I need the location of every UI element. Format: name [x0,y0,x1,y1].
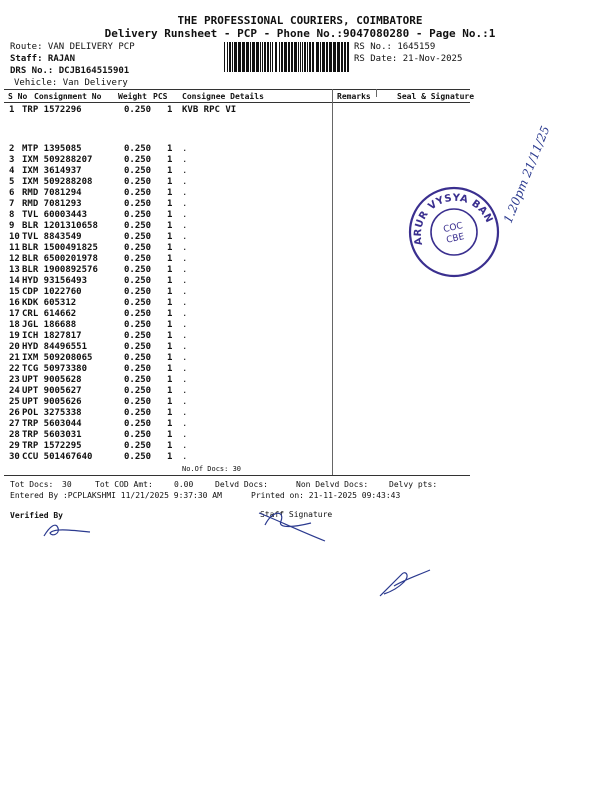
cell-sno: 3 [9,155,15,165]
cell-consignment: TCG 50973380 [22,364,88,374]
cell-pcs: 1 [167,408,173,418]
cell-weight: 0.250 [124,155,152,165]
no-of-docs: No.Of Docs: 30 [182,465,242,473]
cell-sno: 5 [9,177,15,187]
barcode-bar [267,42,269,72]
cell-consignee: KVB RPC VI [182,105,237,115]
cell-sno: 24 [9,386,20,396]
table-row [0,353,600,364]
cell-sno: 16 [9,298,20,308]
cell-pcs: 1 [167,166,173,176]
table-row [0,419,600,430]
cell-pcs: 1 [167,331,173,341]
barcode-bar [320,42,321,72]
cell-sno: 30 [9,452,20,462]
cell-consignment: HYD 84496551 [22,342,88,352]
cell-consignee: . [182,386,188,396]
cell-pcs: 1 [167,298,173,308]
cell-consignment: TRP 1572295 [22,441,82,451]
cell-pcs: 1 [167,188,173,198]
cell-consignee: . [182,452,188,462]
cell-weight: 0.250 [124,177,152,187]
cell-pcs: 1 [167,243,173,253]
cell-sno: 17 [9,309,20,319]
cell-weight: 0.250 [124,386,152,396]
cell-consignee: . [182,221,188,231]
cell-consignee: . [182,166,188,176]
cell-pcs: 1 [167,221,173,231]
cell-pcs: 1 [167,320,173,330]
cell-consignment: BLR 1900892576 [22,265,98,275]
barcode-bar [298,42,299,72]
cell-consignment: CCU 501467640 [22,452,93,462]
barcode-bar [227,42,228,72]
drs-number: DRS No.: DCJB164515901 [10,66,130,76]
cell-sno: 27 [9,419,20,429]
col-remarks: Remarks [337,92,371,101]
cell-sno: 11 [9,243,20,253]
cell-sno: 18 [9,320,20,330]
table-row [0,144,600,155]
cell-consignee: . [182,276,188,286]
stamp-coc: COC [442,221,464,236]
cell-consignee: . [182,375,188,385]
cell-sno: 29 [9,441,20,451]
table-row [0,386,600,397]
cell-pcs: 1 [167,199,173,209]
cell-weight: 0.250 [124,254,152,264]
barcode-bar [232,42,233,72]
barcode-bar [322,42,325,72]
barcode-bar [242,42,245,72]
staff-signature-label: Staff Signature [260,510,333,519]
col-pcs: PCS [153,92,168,101]
cell-pcs: 1 [167,441,173,451]
barcode-bar [246,42,249,72]
table-row [0,320,600,331]
cell-consignment: TVL 60003443 [22,210,88,220]
cell-consignee: . [182,177,188,187]
cell-consignee: . [182,419,188,429]
cell-consignment: POL 3275338 [22,408,82,418]
bottom-signature [374,566,434,602]
cell-consignment: HYD 93156493 [22,276,88,286]
barcode-bar [344,42,346,72]
verifier-signature [42,518,97,540]
cell-consignment: BLR 1201310658 [22,221,98,231]
table-top-rule [4,89,470,90]
barcode-bar [264,42,266,72]
stamp-cbe: CBE [445,232,466,246]
cell-consignee: . [182,320,188,330]
cell-sno: 4 [9,166,15,176]
cell-pcs: 1 [167,144,173,154]
cell-consignee: . [182,188,188,198]
barcode-bar [272,42,273,72]
col-weight: Weight [118,92,147,101]
cell-consignee: . [182,265,188,275]
cell-pcs: 1 [167,210,173,220]
cell-sno: 10 [9,232,20,242]
staff-signature [255,505,335,545]
company-title: THE PROFESSIONAL COURIERS, COIMBATORE [177,14,423,27]
cell-sno: 21 [9,353,20,363]
table-row [0,331,600,342]
cell-consignment: TVL 8843549 [22,232,82,242]
cell-consignment: IXM 3614937 [22,166,82,176]
cell-weight: 0.250 [124,144,152,154]
table-row [0,375,600,386]
staff-label: Staff: RAJAN [10,54,76,64]
table-row [0,155,600,166]
cell-pcs: 1 [167,287,173,297]
cell-pcs: 1 [167,105,173,115]
cell-pcs: 1 [167,430,173,440]
cell-pcs: 1 [167,265,173,275]
col-seal-signature: Seal & Signature [397,92,475,101]
cell-sno: 8 [9,210,15,220]
cell-sno: 13 [9,265,20,275]
cell-weight: 0.250 [124,397,152,407]
barcode-bar [329,42,332,72]
cell-weight: 0.250 [124,265,152,275]
barcode-bar [252,42,255,72]
cell-weight: 0.250 [124,166,152,176]
delvd-docs: Delvd Docs: [215,480,268,489]
cell-weight: 0.250 [124,309,152,319]
cell-pcs: 1 [167,375,173,385]
table-row [0,287,600,298]
table-row [0,397,600,408]
cell-sno: 15 [9,287,20,297]
barcode-bar [307,42,308,72]
cell-pcs: 1 [167,309,173,319]
cell-sno: 19 [9,331,20,341]
verified-by-label: Verified By [10,511,63,520]
cell-pcs: 1 [167,452,173,462]
barcode-bar [347,42,349,72]
stamp-bank-name: KARUR VYSYA BANK [412,192,495,247]
barcode-bar [270,42,271,72]
cell-sno: 12 [9,254,20,264]
cell-sno: 22 [9,364,20,374]
barcode-bar [294,42,297,72]
cell-consignment: UPT 9005627 [22,386,82,396]
cell-weight: 0.250 [124,353,152,363]
cell-consignment: CRL 614662 [22,309,77,319]
barcode-bar [337,42,340,72]
cell-sno: 7 [9,199,15,209]
table-row [0,309,600,320]
cell-consignee: . [182,353,188,363]
cell-consignment: TRP 5603031 [22,430,82,440]
barcode-bar [304,42,306,72]
table-row [0,452,600,463]
route-label: Route: VAN DELIVERY PCP [10,42,135,52]
cell-pcs: 1 [167,364,173,374]
barcode-bar [341,42,343,72]
cell-consignee: . [182,287,188,297]
handwritten-time-date: 1.20pm 21/11/25 [500,123,553,226]
col-consignee: Consignee Details [182,92,264,101]
barcode-bar [260,42,261,72]
cell-consignee: . [182,309,188,319]
cell-consignment: TRP 5603044 [22,419,82,429]
cod-value: 0.00 [174,480,194,489]
cell-consignment: CDP 1022760 [22,287,82,297]
handwritten-note [497,123,567,280]
cell-consignment: BLR 1500491825 [22,243,98,253]
rs-date: RS Date: 21-Nov-2025 [354,54,463,64]
cell-consignment: RMD 7081294 [22,188,82,198]
cell-sno: 23 [9,375,20,385]
cell-weight: 0.250 [124,364,152,374]
cell-weight: 0.250 [124,287,152,297]
cell-consignee: . [182,232,188,242]
barcode-bar [250,42,251,72]
col-consignment: Consignment No [34,92,102,101]
cell-consignee: . [182,331,188,341]
barcode-bar [300,42,301,72]
tot-docs-label: Tot Docs: [10,480,54,489]
cell-consignment: JGL 186688 [22,320,77,330]
cell-consignee: . [182,364,188,374]
cell-weight: 0.250 [124,188,152,198]
col-sno: S No [8,92,28,101]
table-row [0,408,600,419]
printed-on: Printed on: 21-11-2025 09:43:43 [251,491,401,500]
cell-pcs: 1 [167,254,173,264]
delvy-pts: Delvy pts: [389,480,438,489]
cell-consignee: . [182,430,188,440]
cell-pcs: 1 [167,353,173,363]
cell-consignee: . [182,210,188,220]
cell-consignee: . [182,397,188,407]
cell-pcs: 1 [167,155,173,165]
cell-sno: 26 [9,408,20,418]
cell-consignment: IXM 509288207 [22,155,93,165]
cell-pcs: 1 [167,342,173,352]
cell-consignee: . [182,155,188,165]
cell-weight: 0.250 [124,408,152,418]
table-header-rule [4,102,470,103]
cell-weight: 0.250 [124,342,152,352]
cell-weight: 0.250 [124,298,152,308]
table-row [0,364,600,375]
vehicle-label: Vehicle: Van Delivery [14,78,128,88]
barcode-bar [326,42,328,72]
cell-sno: 2 [9,144,15,154]
cell-consignment: KDK 605312 [22,298,77,308]
cell-weight: 0.250 [124,232,152,242]
cell-consignee: . [182,144,188,154]
barcode-bar [238,42,241,72]
cell-weight: 0.250 [124,452,152,462]
barcode-bar [224,42,225,72]
table-row [0,441,600,452]
cell-consignment: IXM 509208065 [22,353,93,363]
cell-consignee: . [182,408,188,418]
bank-stamp [404,185,504,280]
cell-sno: 20 [9,342,20,352]
barcode-bar [281,42,283,72]
cell-consignment: MTP 1395085 [22,144,82,154]
cod-label: Tot COD Amt: [95,480,153,489]
cell-sno: 9 [9,221,15,231]
seal-separator [376,89,377,97]
table-row [0,105,600,116]
barcode-bar [302,42,303,72]
cell-consignee: . [182,199,188,209]
barcode-bar [262,42,263,72]
barcode-bar [275,42,277,72]
rs-number: RS No.: 1645159 [354,42,436,52]
cell-pcs: 1 [167,177,173,187]
cell-weight: 0.250 [124,276,152,286]
cell-consignment: IXM 509288208 [22,177,93,187]
cell-weight: 0.250 [124,430,152,440]
barcode [224,42,349,72]
cell-weight: 0.250 [124,419,152,429]
table-row [0,166,600,177]
cell-consignee: . [182,342,188,352]
cell-weight: 0.250 [124,243,152,253]
cell-sno: 14 [9,276,20,286]
cell-weight: 0.250 [124,221,152,231]
barcode-bar [291,42,293,72]
cell-consignee: . [182,298,188,308]
cell-pcs: 1 [167,397,173,407]
cell-consignee: . [182,441,188,451]
barcode-bar [333,42,336,72]
runsheet-subtitle: Delivery Runsheet - PCP - Phone No.:9047080280 - Page No.:1 [104,27,496,40]
non-delvd-docs: Non Delvd Docs: [296,480,369,489]
cell-consignment: UPT 9005628 [22,375,82,385]
cell-consignment: RMD 7081293 [22,199,82,209]
cell-consignment: ICH 1827817 [22,331,82,341]
cell-pcs: 1 [167,419,173,429]
barcode-bar [288,42,290,72]
entered-by: Entered By :PCPLAKSHMI 11/21/2025 9:37:30 AM [10,491,222,500]
barcode-bar [312,42,314,72]
cell-pcs: 1 [167,386,173,396]
cell-weight: 0.250 [124,210,152,220]
cell-consignment: UPT 9005626 [22,397,82,407]
cell-sno: 25 [9,397,20,407]
barcode-bar [316,42,319,72]
table-row [0,298,600,309]
cell-pcs: 1 [167,232,173,242]
barcode-bar [309,42,311,72]
cell-weight: 0.250 [124,199,152,209]
cell-sno: 1 [9,105,15,115]
cell-consignment: BLR 6500201978 [22,254,98,264]
tot-docs-value: 30 [62,480,72,489]
cell-consignee: . [182,243,188,253]
barcode-bar [229,42,231,72]
table-row [0,430,600,441]
cell-consignee: . [182,254,188,264]
cell-weight: 0.250 [124,320,152,330]
cell-weight: 0.250 [124,105,152,115]
cell-weight: 0.250 [124,375,152,385]
barcode-bar [279,42,280,72]
barcode-bar [256,42,259,72]
barcode-bar [284,42,287,72]
cell-sno: 6 [9,188,15,198]
cell-weight: 0.250 [124,441,152,451]
cell-consignment: TRP 1572296 [22,105,82,115]
cell-weight: 0.250 [124,331,152,341]
barcode-bar [234,42,237,72]
table-bottom-rule [4,475,470,476]
table-row [0,342,600,353]
cell-sno: 28 [9,430,20,440]
cell-pcs: 1 [167,276,173,286]
